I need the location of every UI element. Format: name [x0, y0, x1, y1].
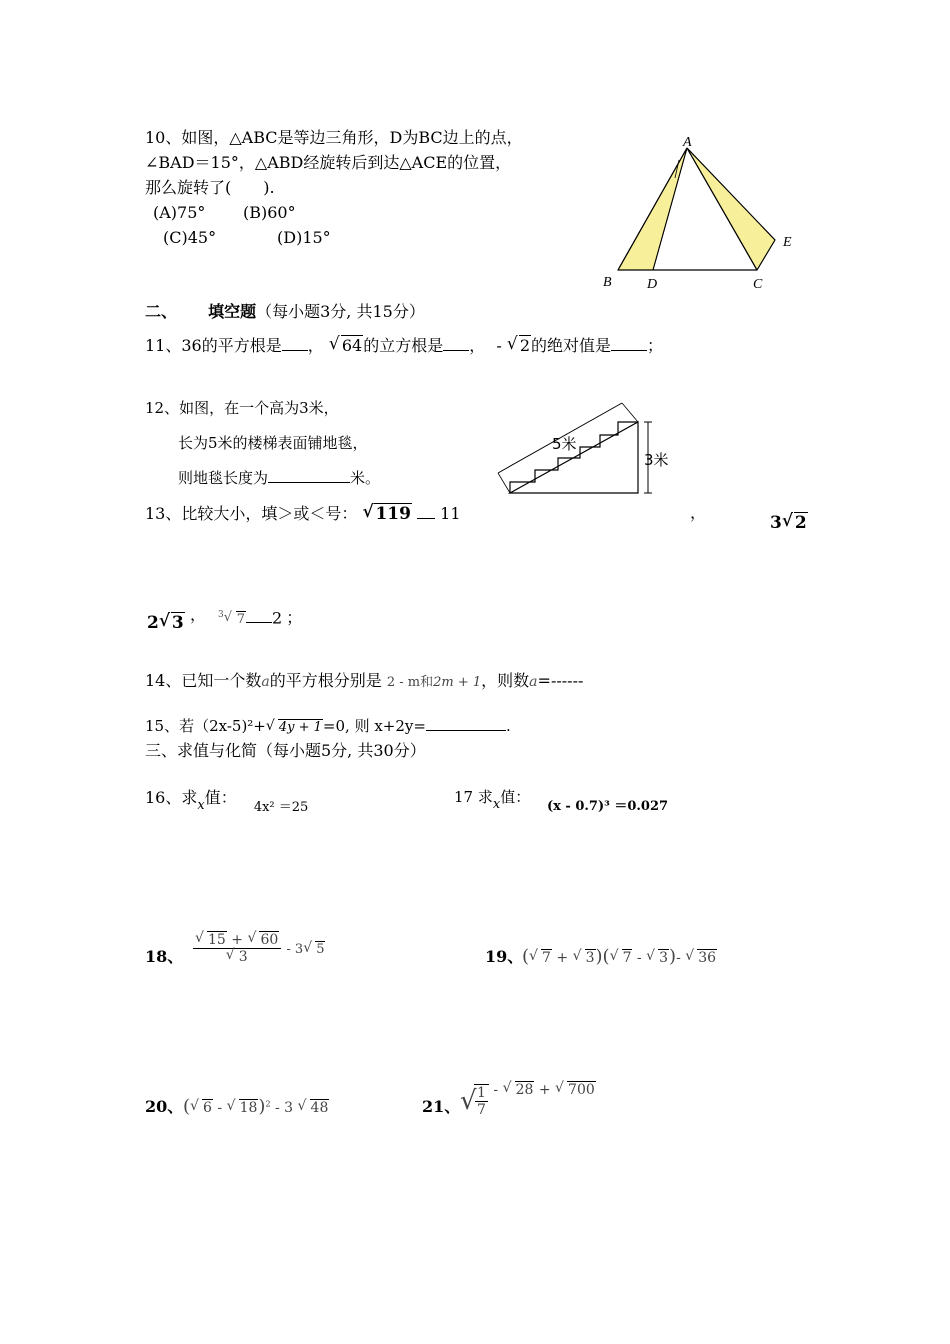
- q18-label: 18、: [145, 947, 184, 966]
- label-d: D: [647, 277, 658, 292]
- q10-option-d: (D)15°: [277, 228, 331, 247]
- q16-equation: 4x² ＝25: [253, 800, 309, 815]
- q14-expr1: 2 - m: [386, 675, 421, 690]
- section2-title: 填空题: [208, 302, 257, 321]
- q15-blank[interactable]: [426, 714, 506, 731]
- staircase-figure: [490, 395, 685, 505]
- q12-line3-a: 则地毯长度为: [178, 469, 269, 487]
- q14-prefix: 14、已知一个数: [145, 671, 262, 690]
- q19-expression: ( √ 7 + √ 3)( √ 7 - √ 3)- √ 36: [522, 946, 717, 967]
- q16-label: 16、求: [145, 788, 198, 807]
- q15: [145, 714, 511, 738]
- q14-expr2: 2m + 1: [433, 675, 482, 690]
- q14: [145, 670, 583, 694]
- q13-radical-119: √ 119: [362, 502, 411, 524]
- q11-blank-2[interactable]: [443, 334, 469, 351]
- q19-label: 19、: [485, 947, 524, 966]
- q10-line1: 10、如图，△ABC是等边三角形，D为BC边上的点，: [145, 128, 523, 147]
- q13-comma-1: ，: [690, 503, 707, 522]
- q13-comma-2: ，: [190, 605, 207, 624]
- q13-prefix: 13、比较大小，填＞或＜号：: [145, 504, 358, 523]
- q11: 11、36的平方根是 ， √ 64的立方根是 ， - √ 2的绝对值是 ；: [145, 334, 664, 355]
- q20-label: 20、: [145, 1097, 184, 1116]
- q11-blank-3[interactable]: [611, 334, 647, 351]
- q10-line2: ∠BAD＝15°，△ABD经旋转后到达△ACE的位置，: [145, 153, 512, 172]
- q17-label: 17 求: [454, 788, 493, 806]
- q15-end: .: [505, 717, 511, 735]
- q15-prefix: 15、若（2x-5)²+: [145, 717, 266, 735]
- q20-expression: ( √ 6 - √ 18)$^2$ - 3 √ 48: [183, 1096, 329, 1117]
- q11-text-2: 的立方根是: [363, 336, 444, 355]
- q11-radical-64: √ 64: [328, 334, 363, 355]
- q18-expression: √ 15 + √ 60 √ 3 - 3 √ 5: [195, 930, 325, 965]
- q13-value-11: 11: [440, 504, 461, 523]
- label-b: B: [603, 275, 612, 290]
- q11-text-3: 的绝对值是: [531, 336, 612, 355]
- q16-var-x: x: [197, 798, 205, 813]
- stair-height-label: 3米: [644, 451, 669, 469]
- q14-then: ，则数: [481, 671, 530, 690]
- q21-label: 21、: [422, 1097, 461, 1116]
- q14-mid: 的平方根分别是: [269, 671, 382, 690]
- q17-var-x: x: [492, 797, 501, 812]
- q13-term-3root2: 3 √ 2: [770, 511, 807, 533]
- section2-heading: [145, 301, 425, 323]
- q11-blank-1[interactable]: [282, 334, 308, 351]
- q11-minus: -: [496, 336, 502, 355]
- q12-line2: 长为5米的楼梯表面铺地毯，: [178, 434, 368, 452]
- q10-line3: 那么旋转了( ).: [145, 178, 275, 197]
- q15-suffix: =0, 则 x+2y=: [322, 717, 426, 735]
- q10-option-a: (A)75°: [153, 203, 206, 222]
- section2-number: 二、: [145, 302, 178, 321]
- stair-length-label: 5米: [552, 435, 577, 453]
- q14-var-a: a: [261, 674, 270, 690]
- q13-line: [145, 502, 461, 525]
- q14-he: 和: [420, 675, 434, 690]
- label-c: C: [753, 277, 763, 292]
- q11-radical-2: √ 2: [506, 334, 531, 355]
- q12-line1: 12、如图，在一个高为3米，: [145, 399, 339, 417]
- q17-equation: (x - 0.7)³ ＝0.027: [547, 799, 669, 814]
- q12-line3: [178, 466, 380, 488]
- q17-zhi: 值：: [500, 788, 531, 806]
- q13-blank-1[interactable]: [417, 502, 435, 519]
- q21-expression: √ $\frac{1}{7}$ - √ 28 + √ 700: [460, 1079, 595, 1118]
- triangle-figure: [595, 130, 810, 295]
- section2-note: （每小题3分, 共15分）: [256, 302, 425, 321]
- label-a: A: [683, 135, 692, 150]
- q13-cube-root-7: $^3$ √ 7 2 ；: [218, 608, 303, 628]
- q10-option-b: (B)60°: [243, 203, 296, 222]
- q12-line3-b: 米。: [350, 469, 381, 487]
- q16: [145, 787, 309, 815]
- q11-end: ；: [647, 336, 664, 355]
- q16-zhi: 值：: [204, 788, 237, 807]
- q15-radical: √ 4y + 1: [265, 718, 322, 735]
- q14-eq: =------: [537, 671, 584, 690]
- q12-blank[interactable]: [268, 466, 350, 483]
- label-e: E: [783, 235, 792, 250]
- q10-option-c: (C)45°: [163, 228, 217, 247]
- q13-term-2root3: 2 √ 3: [147, 611, 184, 633]
- q14-var-a2: a: [529, 674, 538, 690]
- q13-blank-2[interactable]: [246, 610, 272, 623]
- q11-prefix: 11、36的平方根是: [145, 336, 282, 355]
- q17: [454, 787, 669, 814]
- section3-heading: 三、求值与化简（每小题5分, 共30分）: [145, 741, 426, 760]
